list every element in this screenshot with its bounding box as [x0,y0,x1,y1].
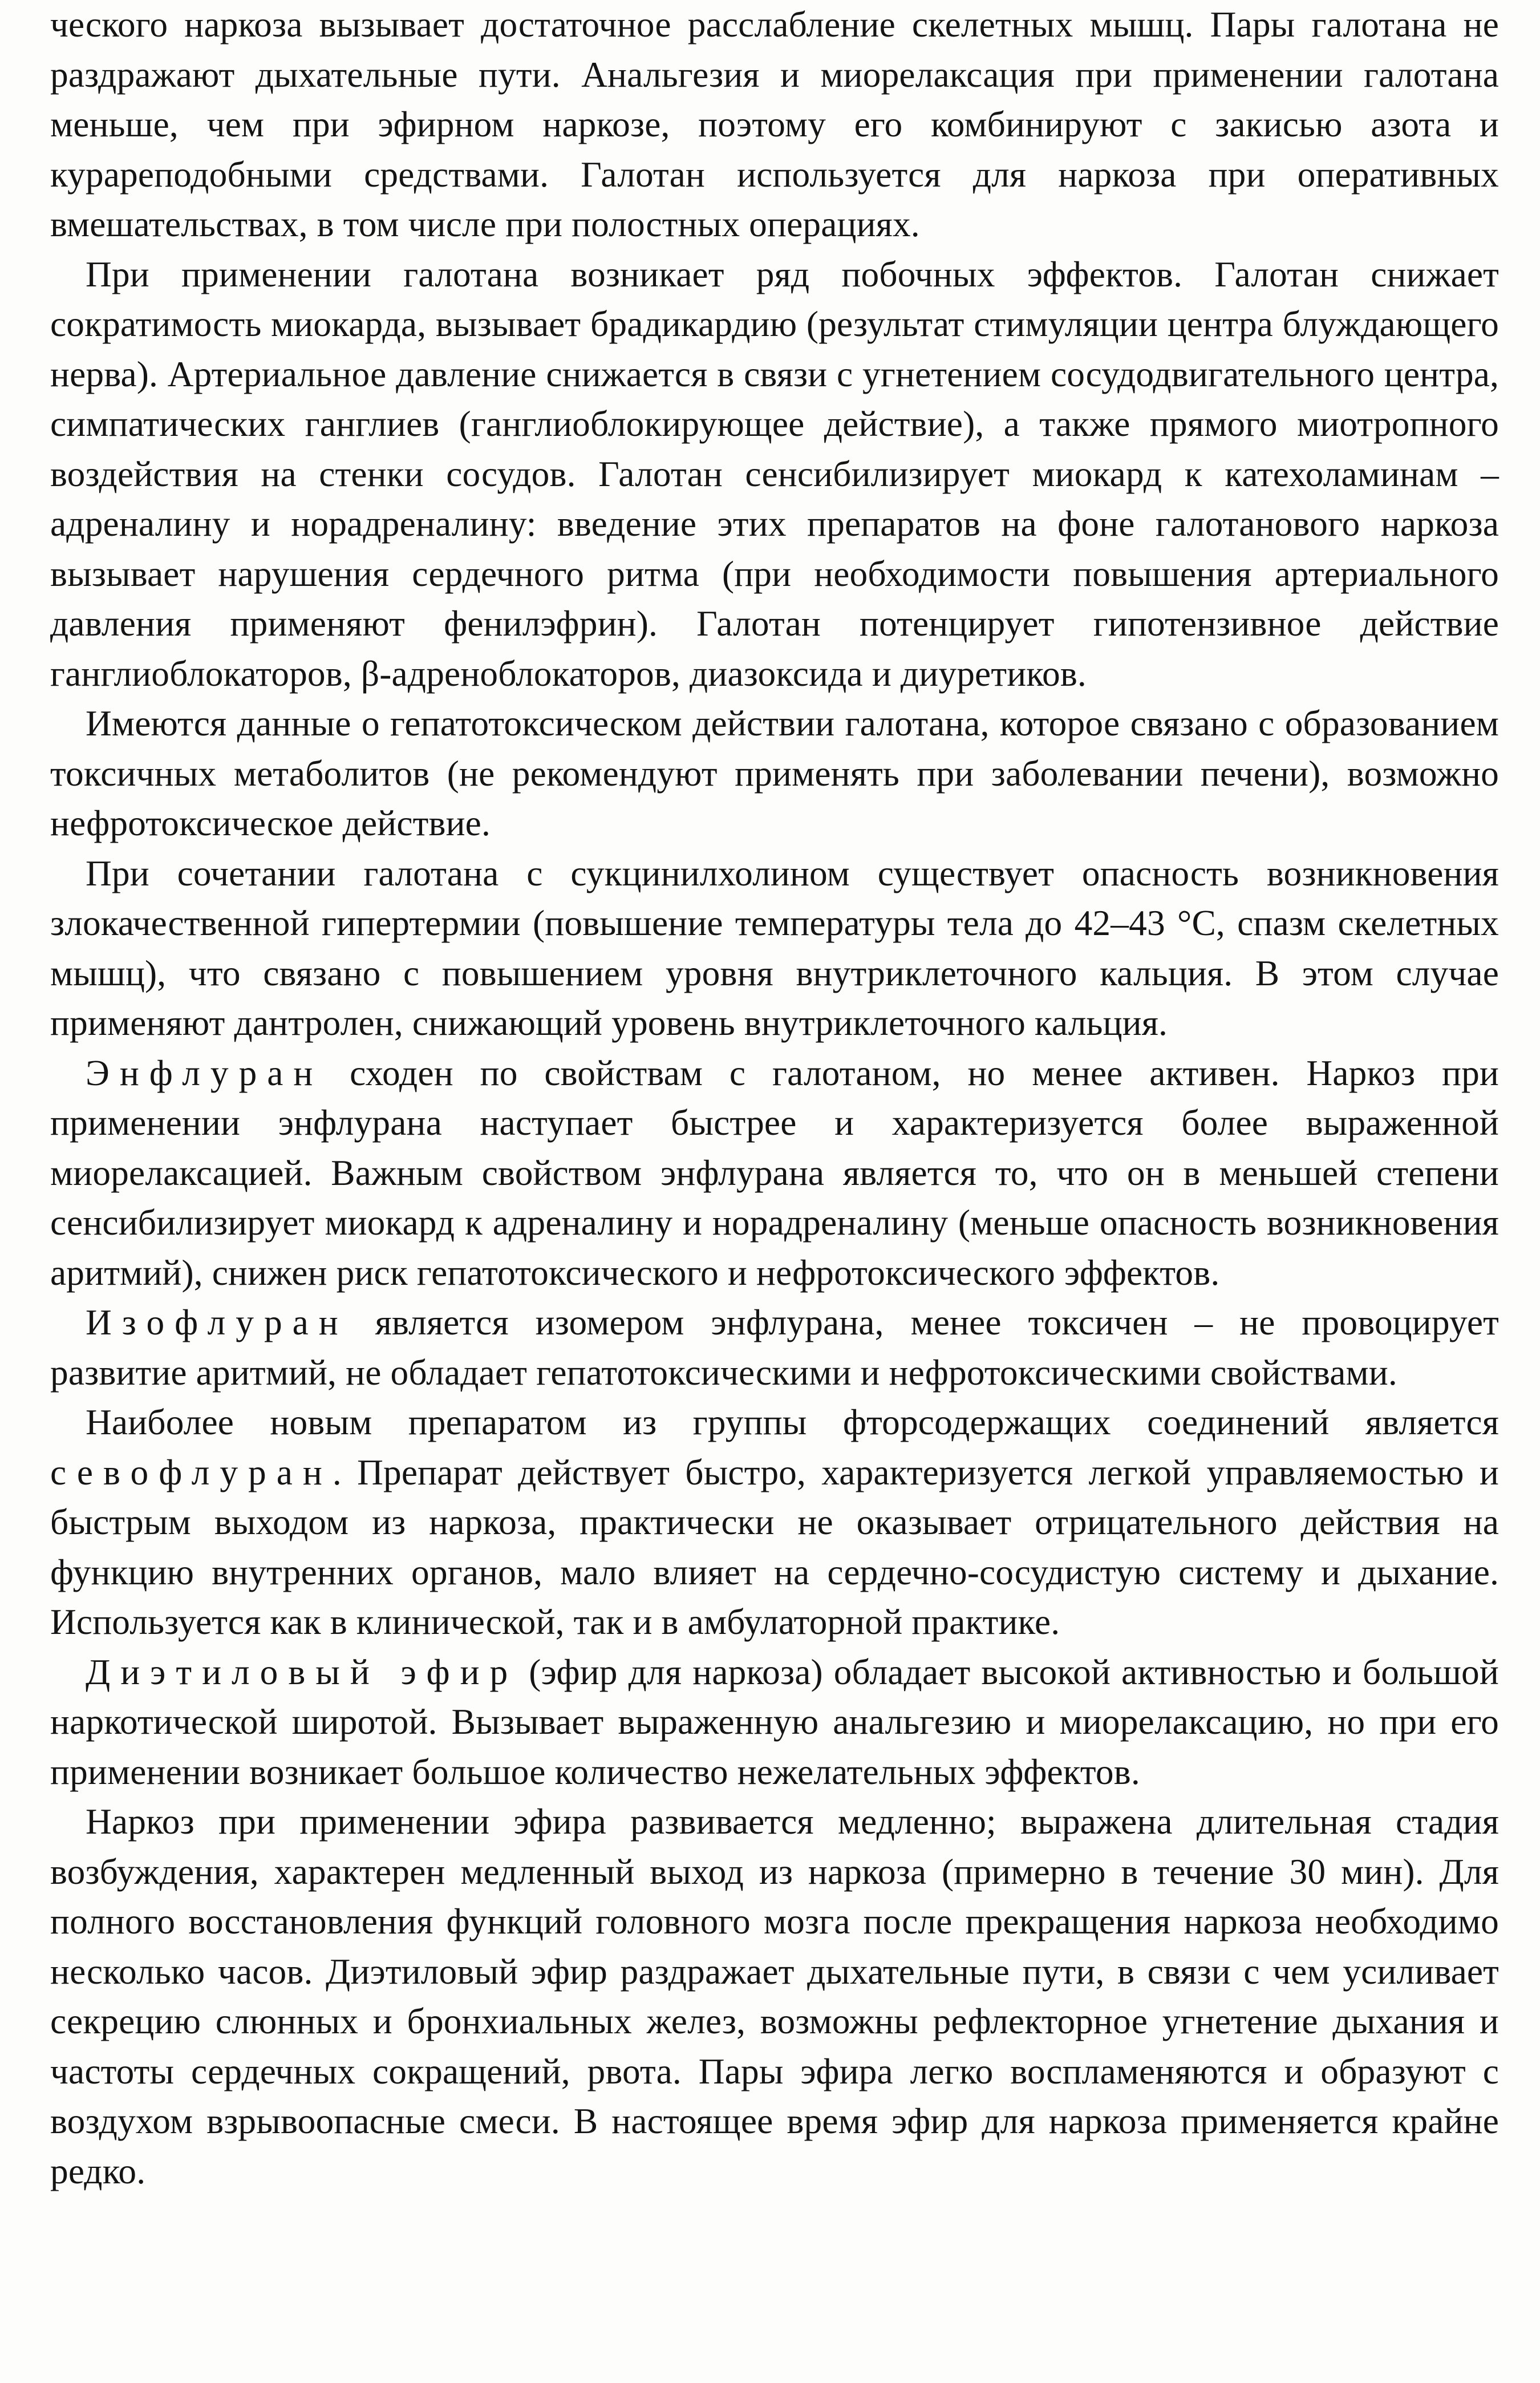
drug-term: Энфлуран [86,1053,323,1093]
drug-term: севофлуран [50,1452,333,1492]
paragraph-text: сходен по свойствам с галотаном, но менее активен. Наркоз при применении энфлурана наступает быстрее и характеризуется более выраженной миорелаксацией. Важным свойством энфлурана является то, что он в меньшей степени сенсибилизирует миокард к адреналину и норадреналину (меньше опасность возникновения аритмий), снижен риск гепатотоксического и нефротоксического эффектов. [50,1053,1499,1293]
paragraph [50,1298,1499,1398]
paragraph [50,250,1499,699]
paragraph-text: Наркоз при применении эфира развивается медленно; выражена длительная стадия возбуждения, характерен медленный выход из наркоза (примерно в течение 30 мин). Для полного восстановления функций головного мозга после прекращения наркоза необходимо несколько часов. Диэтиловый эфир раздражает дыхательные пути, в связи с чем усиливает секрецию слюнных и бронхиальных желез, возможны рефлекторное угнетение дыхания и частоты сердечных сокращений, рвота. Пары эфира легко воспламеняются и образуют с воздухом взрывоопасные смеси. В настоящее время эфир для наркоза применяется крайне редко. [50,1802,1499,2191]
paragraph-text: Наиболее новым препаратом из группы фторсодержащих соединений является [86,1402,1499,1442]
paragraph [50,849,1499,1049]
paragraph-text: При применении галотана возникает ряд побочных эффектов. Галотан снижает сократимость миокарда, вызывает брадикардию (результат стимуляции центра блуждающего нерва). Артериальное давление снижается в связи с угнетением сосудодвигательного центра, симпатических ганглиев (ганглиоблокирующее действие), а также прямого миотропного воздействия на стенки сосудов. Галотан сенсибилизирует миокард к катехоламинам – адреналину и норадреналину: введение этих препаратов на фоне галотанового наркоза вызывает нарушения сердечного ритма (при необходимости повышения артериального давления применяют фенилэфрин). Галотан потенцирует гипотензивное действие ганглиоблокаторов, β-адреноблокаторов, диазоксида и диуретиков. [50,254,1499,694]
paragraph [50,1648,1499,1798]
paragraph [50,0,1499,250]
drug-term: Изофлуран [86,1302,348,1342]
paragraph-text: При сочетании галотана с сукцинилхолином существует опасность возникновения злокачественной гипертермии (повышение температуры тела до 42–43 °С, спазм скелетных мышц), что связано с повышением уровня внутриклеточного кальция. В этом случае применяют дантролен, снижающий уровень внутриклеточного кальция. [50,853,1499,1043]
paragraph-text: является изомером энфлурана, менее токсичен – не провоцирует развитие аритмий, не обладает гепатотоксическими и нефротоксическими свойствами. [50,1302,1499,1393]
paragraph [50,699,1499,849]
paragraph-text: ческого наркоза вызывает достаточное расслабление скелетных мышц. Пары галотана не раздражают дыхательные пути. Анальгезия и миорелаксация при применении галотана меньше, чем при эфирном наркозе, поэтому его комбинируют с закисью азота и курареподобными средствами. Галотан используется для наркоза при оперативных вмешательствах, в том числе при полостных операциях. [50,5,1499,244]
paragraph [50,1049,1499,1298]
paragraph-text: . Препарат действует быстро, характеризуется легкой управляемостью и быстрым выходом из наркоза, практически не оказывает отрицательного действия на функцию внутренних органов, мало влияет на сердечно-сосудистую систему и дыхание. Используется как в клинической, так и в амбулаторной практике. [50,1452,1499,1642]
paragraph [50,1398,1499,1648]
paragraph-text: (эфир для наркоза) обладает высокой активностью и большой наркотической широтой. Вызывает выраженную анальгезию и миорелаксацию, но при его применении возникает большое количество нежелательных эффектов. [50,1652,1499,1792]
paragraph [50,1797,1499,2196]
body-text [50,0,1499,2196]
paragraph-text: Имеются данные о гепатотоксическом действии галотана, которое связано с образованием токсичных метаболитов (не рекомендуют применять при заболевании печени), возможно нефротоксическое действие. [50,703,1499,843]
drug-term: Диэтиловый эфир [86,1652,518,1692]
